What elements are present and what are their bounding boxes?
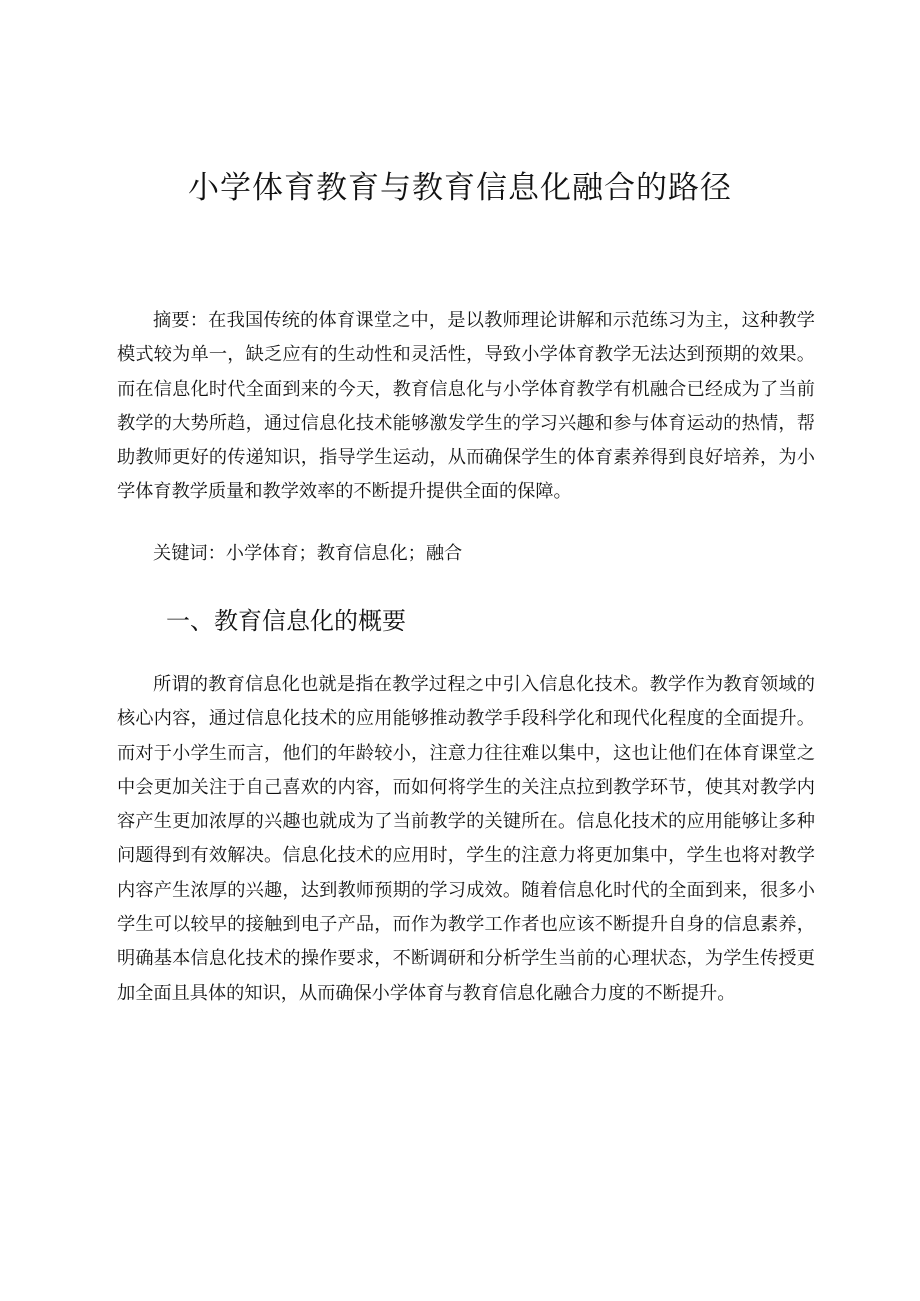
section-heading: 一、教育信息化的概要: [166, 607, 406, 635]
section-body-paragraph: 所谓的教育信息化也就是指在教学过程之中引入信息化技术。教学作为教育领域的核心内容，通过信息化技术的应用能够推动教学手段科学化和现代化程度的全面提升。而对于小学生而言，他们的年龄较小，注意力往往难以集中，这也让他们在体育课堂之中会更加关注于自己喜欢的内容，而如何将学生的关注点拉到教学环节，使其对教学内容产生更加浓厚的兴趣也就成为了当前教学的关键所在。信息化技术的应用能够让多种问题得到有效解决。信息化技术的应用时，学生的注意力将更加集中，学生也将对教学内容产生浓厚的兴趣，达到教师预期的学习成效。随着信息化时代的全面到来，很多小学生可以较早的接触到电子产品，而作为教学工作者也应该不断提升自身的信息素养，明确基本信息化技术的操作要求，不断调研和分析学生当前的心理状态，为学生传授更加全面且具体的知识，从而确保小学体育与教育信息化融合力度的不断提升。: [117, 674, 815, 1004]
abstract-paragraph: 摘要：在我国传统的体育课堂之中，是以教师理论讲解和示范练习为主，这种教学模式较为单一，缺乏应有的生动性和灵活性，导致小学体育教学无法达到预期的效果。而在信息化时代全面到来的今天，教育信息化与小学体育教学有机融合已经成为了当前教学的大势所趋，通过信息化技术能够激发学生的学习兴趣和参与体育运动的热情，帮助教师更好的传递知识，指导学生运动，从而确保学生的体育素养得到良好培养，为小学体育教学质量和教学效率的不断提升提供全面的保障。: [117, 310, 815, 503]
document-title: 小学体育教育与教育信息化融合的路径: [188, 170, 732, 206]
keywords-line: 关键词：小学体育；教育信息化；融合: [153, 543, 463, 564]
